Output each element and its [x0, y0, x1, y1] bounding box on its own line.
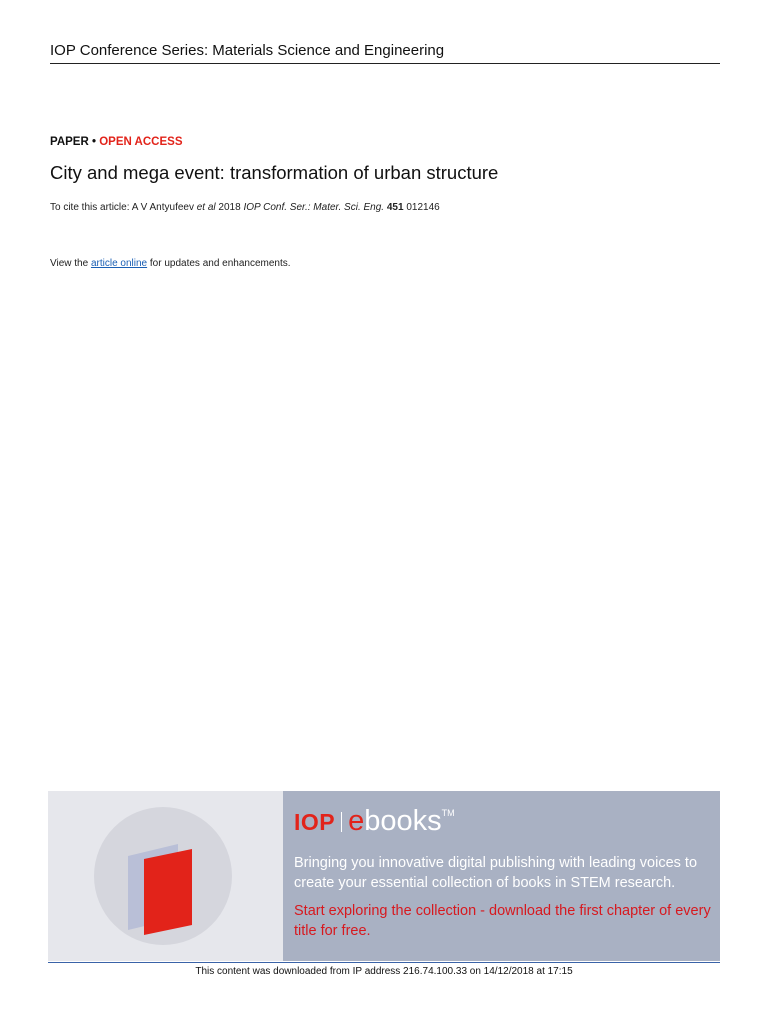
article-online-link[interactable]: article online	[90, 258, 148, 269]
banner-image-panel	[48, 791, 283, 961]
view-prefix: View the	[50, 258, 91, 269]
citation-line	[50, 202, 440, 213]
journal-header: IOP Conference Series: Materials Science and Engineering	[50, 42, 720, 64]
book-icon	[94, 807, 232, 945]
citation-year: 2018	[215, 202, 244, 213]
citation-etal: et al	[196, 202, 216, 213]
article-title: City and mega event: transformation of urban structure	[50, 162, 499, 183]
paper-label: PAPER	[50, 136, 89, 148]
kicker-separator: •	[88, 136, 100, 148]
banner-cta[interactable]: Start exploring the collection - download the first chapter of every title for free.	[294, 903, 711, 939]
banner-divider	[48, 962, 720, 963]
logo-iop-text: IOP	[294, 809, 336, 835]
citation-article-number: 012146	[403, 202, 440, 213]
view-online-line	[50, 258, 291, 269]
iop-ebooks-logo	[294, 805, 455, 841]
download-footer: This content was downloaded from IP address 216.74.100.33 on 14/12/2018 at 17:15	[195, 966, 573, 977]
ebooks-banner[interactable]	[48, 791, 720, 961]
logo-ebooks-text: ebooks	[348, 805, 442, 837]
book-icon-circle	[94, 807, 232, 945]
logo-tm: TM	[441, 808, 455, 818]
open-access-label: OPEN ACCESS	[99, 136, 183, 148]
citation-journal: IOP Conf. Ser.: Mater. Sci. Eng.	[243, 202, 385, 213]
article-kicker	[50, 136, 183, 148]
logo-divider	[341, 812, 342, 832]
citation-volume: 451	[386, 202, 404, 213]
banner-tagline: Bringing you innovative digital publishing with leading voices to create your essential collection of books in STEM research.	[294, 855, 698, 891]
citation-prefix: To cite this article: A V Antyufeev	[50, 202, 197, 213]
view-suffix: for updates and enhancements.	[147, 258, 291, 269]
